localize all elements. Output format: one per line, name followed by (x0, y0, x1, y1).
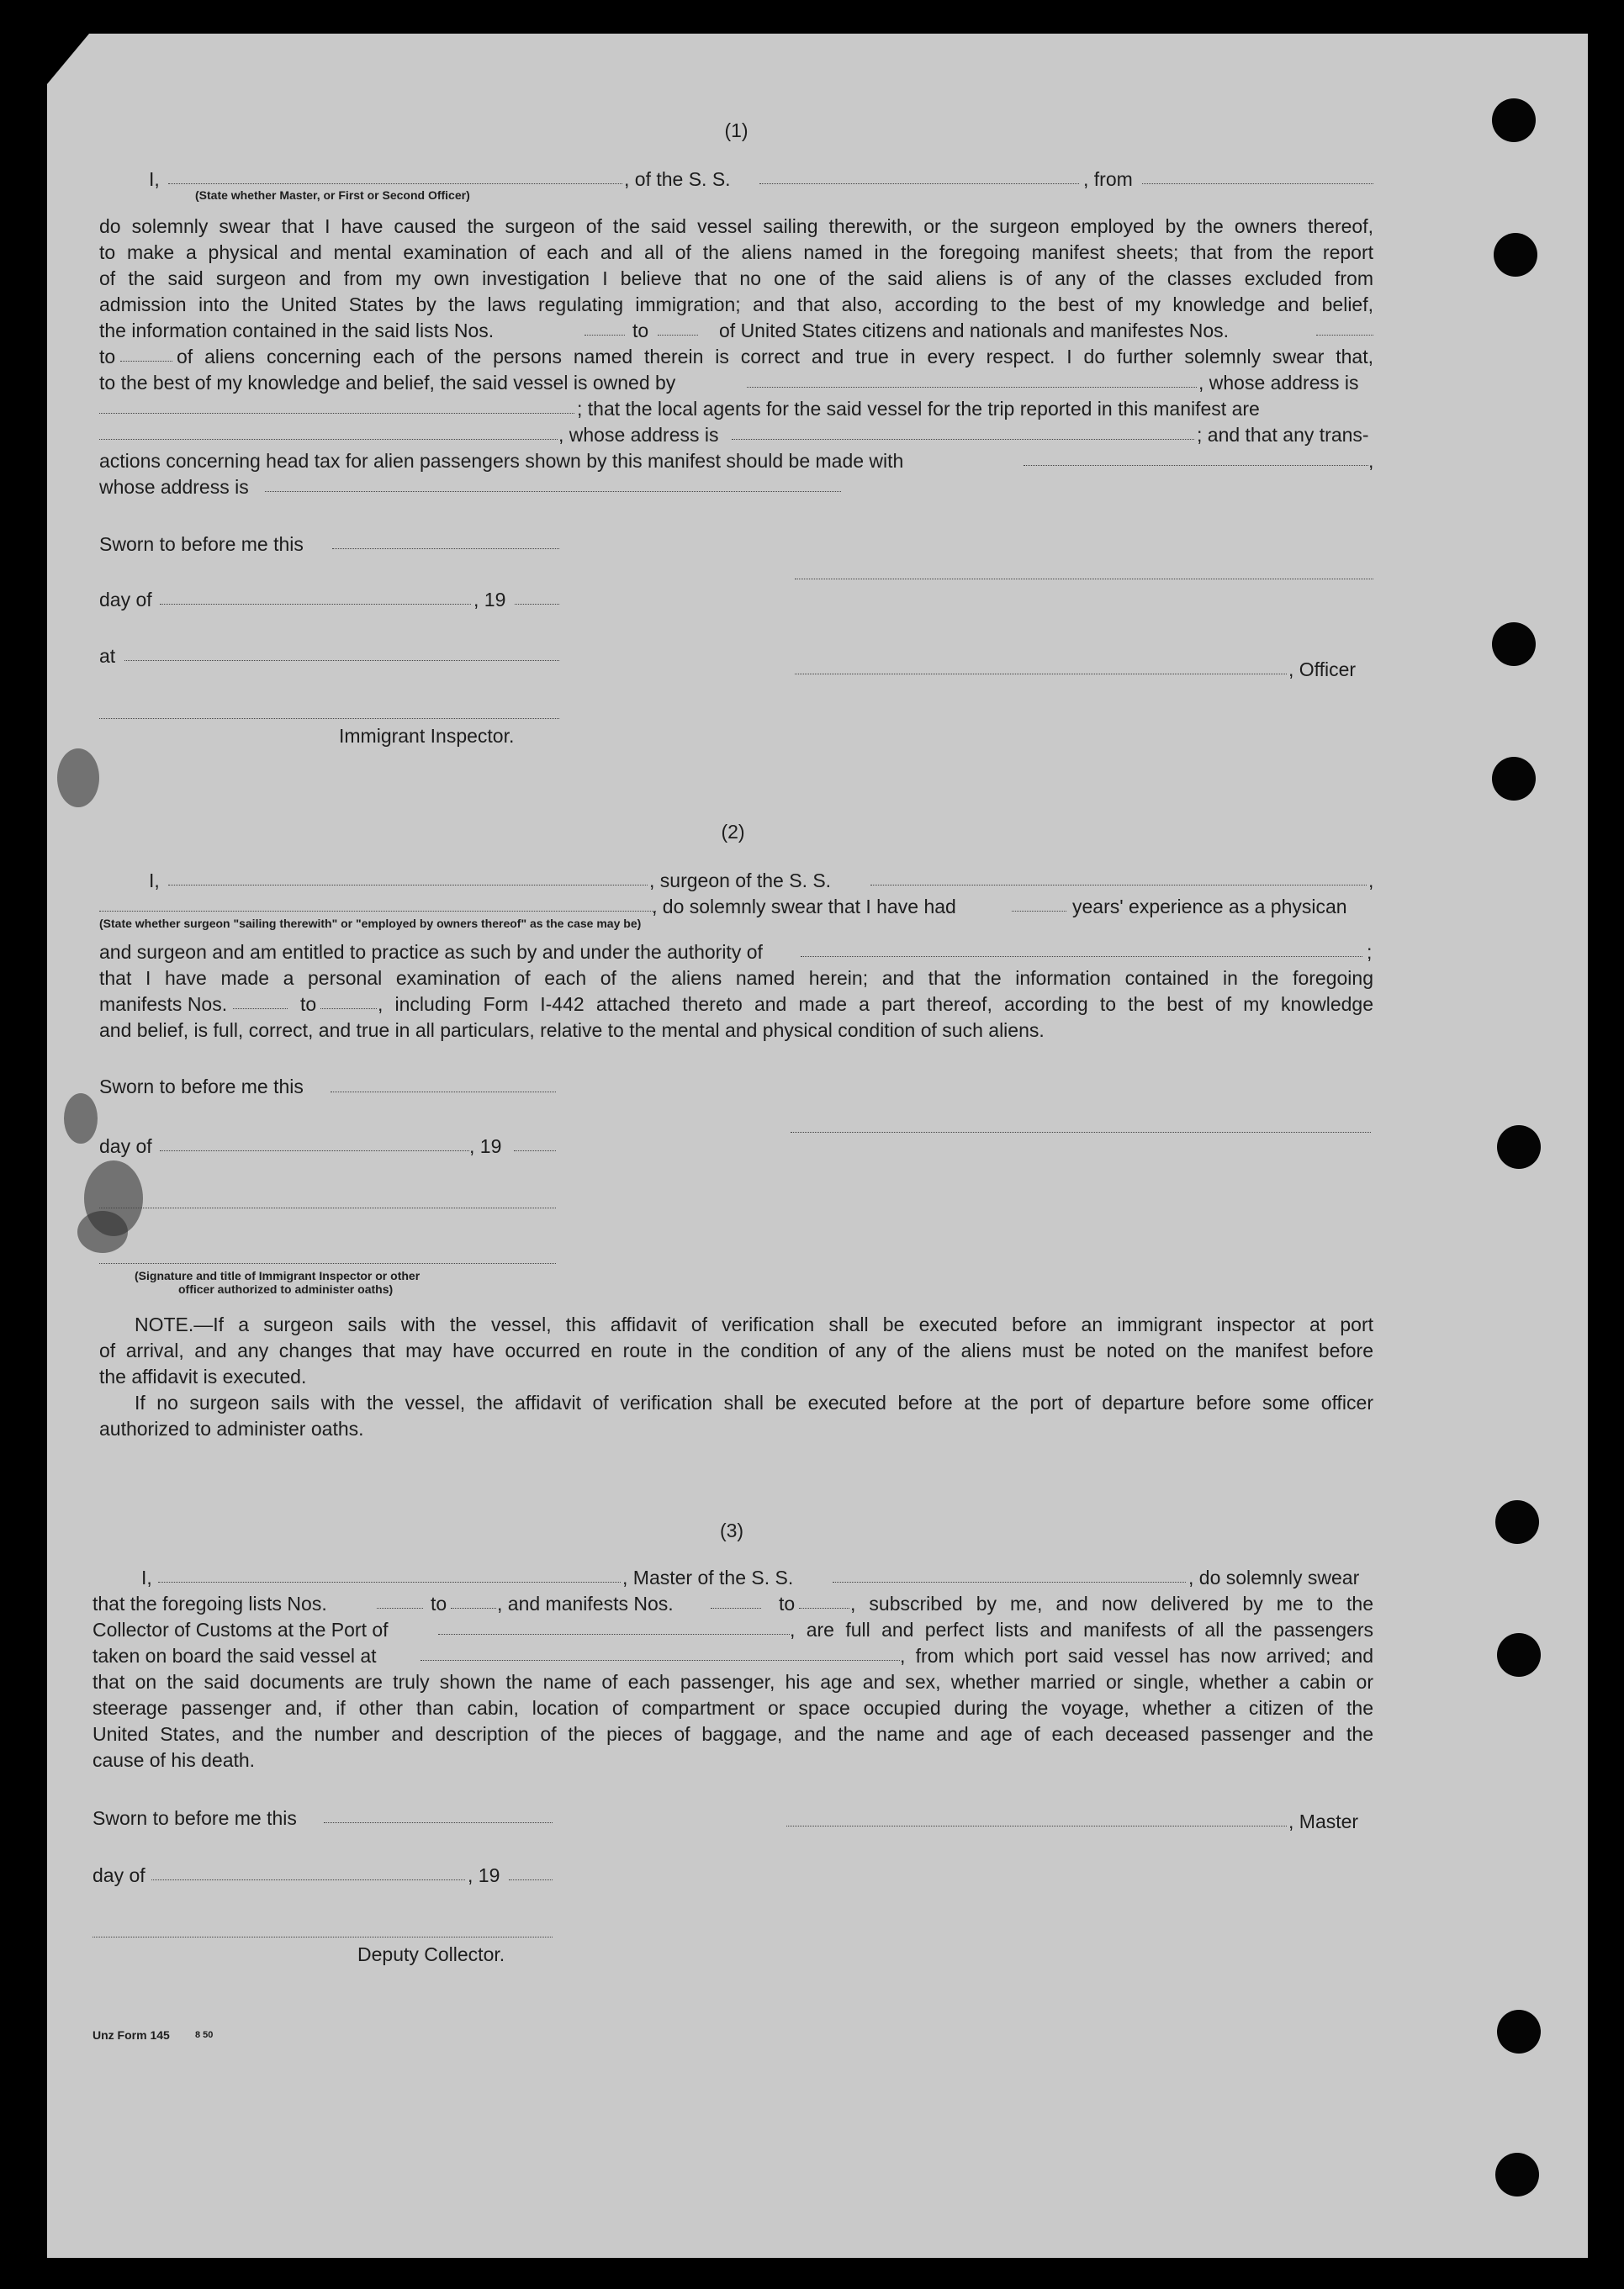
s2-manifests-a: manifests Nos. (99, 993, 228, 1015)
fill-in-line (732, 439, 1194, 440)
s3-collector: Deputy Collector. (357, 1943, 505, 1965)
fill-in-line (791, 1132, 1371, 1133)
s3-lists-c: , and manifests Nos. (497, 1593, 674, 1615)
s2-manifests-c: , including Form I-442 attached thereto and made a part thereof, according to the best of my knowledge (378, 993, 1373, 1015)
s1-lists-a: the information contained in the said lists Nos. (99, 320, 495, 341)
note-line: authorized to administer oaths. (99, 1418, 364, 1440)
s2-semicolon: ; (1367, 941, 1373, 963)
fill-in-line (158, 1582, 621, 1583)
note-line: the affidavit is executed. (99, 1366, 307, 1388)
fill-in-line (120, 361, 172, 362)
s3-nineteen: , 19 (468, 1864, 500, 1886)
ink-stain (77, 1211, 128, 1253)
s2-i: I, (149, 870, 160, 891)
s2-sig-caption: officer authorized to administer oaths) (178, 1282, 394, 1296)
s1-final: whose address is (99, 476, 249, 498)
fill-in-line (1142, 183, 1373, 184)
s3-master-of: , Master of the S. S. (622, 1567, 794, 1589)
section-3-number: (3) (719, 1520, 744, 1541)
fill-in-line (747, 387, 1197, 388)
s1-sworn: Sworn to before me this (99, 533, 304, 555)
s2-belief: and belief, is full, correct, and true in all particulars, relative to the mental and physical condition of such aliens. (99, 1019, 1045, 1041)
s2-exam: that I have made a personal examination of each of the aliens named herein; and that the information contained in the foregoing (99, 967, 1373, 989)
punch-hole (1492, 98, 1536, 142)
fill-in-line (438, 1634, 790, 1635)
fill-in-line (711, 1608, 761, 1609)
note-line: NOTE.—If a surgeon sails with the vessel, this affidavit of verification shall be executed before an immigrant inspector at port (135, 1314, 1373, 1335)
punch-hole (1492, 622, 1536, 666)
punch-hole (1492, 757, 1536, 801)
s1-actions: actions concerning head tax for alien passengers shown by this manifest should be made with (99, 450, 904, 472)
s3-i: I, (141, 1567, 152, 1589)
punch-hole (1497, 2010, 1541, 2054)
s3-swear: , do solemnly swear (1188, 1567, 1360, 1589)
s1-trans: ; and that any trans- (1197, 424, 1369, 446)
s1-inspector: Immigrant Inspector. (339, 725, 515, 747)
fill-in-line (377, 1608, 423, 1609)
s1-para-line: admission into the United States by the laws regulating immigration; and that also, according to the best of my knowledge and belief, (99, 293, 1373, 315)
s3-lists-a: that the foregoing lists Nos. (93, 1593, 327, 1615)
s3-para-line: United States, and the number and description of the pieces of baggage, and the name and age of each deceased passenger and the (93, 1723, 1373, 1745)
punch-hole (1497, 1633, 1541, 1677)
note-line: of arrival, and any changes that may have occurred en route in the condition of any of the aliens must be noted on the manifest before (99, 1340, 1373, 1361)
fill-in-line (99, 718, 559, 719)
fill-in-line (585, 335, 625, 336)
punch-hole (1497, 1125, 1541, 1169)
s2-manifests-b: to (300, 993, 317, 1015)
s1-para-line: to make a physical and mental examination of each and all of the aliens named in the foregoing manifest sheets; that from the report (99, 241, 1373, 263)
s1-i: I, (149, 168, 160, 190)
fill-in-line (799, 1608, 849, 1609)
s3-para-line: that on the said documents are truly shown the name of each passenger, his age and sex, whether married or single, whether a cabin or (93, 1671, 1373, 1693)
punch-hole (1495, 1500, 1539, 1544)
fill-in-line (151, 1879, 465, 1880)
ink-stain (57, 748, 99, 807)
s1-whose-address: , whose address is (558, 424, 719, 446)
form-code: 8 50 (195, 2030, 214, 2040)
punch-hole (1495, 2153, 1539, 2196)
s1-caption: (State whether Master, or First or Second Officer) (195, 188, 470, 202)
fill-in-line (451, 1608, 496, 1609)
s3-lists-d: to (779, 1593, 796, 1615)
fill-in-line (1024, 465, 1368, 466)
s2-surgeon-of: , surgeon of the S. S. (649, 870, 832, 891)
s3-lists-e: , subscribed by me, and now delivered by me to the (850, 1593, 1373, 1615)
fill-in-line (99, 439, 558, 440)
s2-comma: , (1368, 870, 1374, 891)
s3-board-a: taken on board the said vessel at (93, 1645, 377, 1667)
note-line: If no surgeon sails with the vessel, the affidavit of verification shall be executed before at the port of departure before some officer (135, 1392, 1373, 1414)
s1-nineteen: , 19 (473, 589, 506, 611)
s3-sworn: Sworn to before me this (93, 1807, 297, 1829)
fill-in-line (160, 604, 471, 605)
s1-owned-b: , whose address is (1198, 372, 1359, 394)
s2-swear-b: years' experience as a physican (1072, 896, 1347, 917)
fill-in-line (332, 548, 559, 549)
s1-owned-a: to the best of my knowledge and belief, the said vessel is owned by (99, 372, 676, 394)
fill-in-line (514, 1150, 556, 1151)
s2-sworn: Sworn to before me this (99, 1076, 304, 1097)
fill-in-line (160, 1150, 469, 1151)
s1-from: , from (1083, 168, 1133, 190)
s3-port-b: , are full and perfect lists and manifests of all the passengers (790, 1619, 1373, 1641)
fill-in-line (658, 335, 698, 336)
fill-in-line (168, 183, 622, 184)
fill-in-line (320, 1008, 377, 1009)
fill-in-line (99, 1263, 556, 1264)
s3-board-b: , from which port said vessel has now arrived; and (900, 1645, 1373, 1667)
fill-in-line (99, 911, 656, 912)
fill-in-line (759, 183, 1079, 184)
ink-stain (64, 1093, 98, 1144)
s2-sig-caption: (Signature and title of Immigrant Inspector or other (135, 1269, 421, 1282)
fill-in-line (833, 1582, 1186, 1583)
s1-day-of: day of (99, 589, 152, 611)
section-1-number: (1) (724, 119, 749, 141)
fill-in-line (233, 1008, 288, 1009)
fill-in-line (99, 413, 574, 414)
fill-in-line (324, 1822, 553, 1823)
s1-to-b: of aliens concerning each of the persons named therein is correct and true in every respect. I do further solemnly swear that, (177, 346, 1373, 367)
s2-nineteen: , 19 (469, 1135, 502, 1157)
s1-lists-c: of United States citizens and nationals and manifestes Nos. (719, 320, 1230, 341)
fill-in-line (801, 956, 1362, 957)
s1-comma: , (1368, 450, 1374, 472)
s1-to-a: to (99, 346, 116, 367)
fill-in-line (421, 1660, 900, 1661)
form-number: Unz Form 145 (93, 2028, 170, 2042)
s3-master: , Master (1288, 1811, 1359, 1832)
s2-authority: and surgeon and am entitled to practice as such by and under the authority of (99, 941, 763, 963)
s1-of-ss: , of the S. S. (624, 168, 731, 190)
s1-para-line: of the said surgeon and from my own investigation I believe that no one of the said aliens is of any of the classes excluded from (99, 267, 1373, 289)
s1-para-line: do solemnly swear that I have caused the surgeon of the said vessel sailing therewith, or the surgeon employed by the owners thereof, (99, 215, 1373, 237)
fill-in-line (509, 1879, 553, 1880)
s3-port-a: Collector of Customs at the Port of (93, 1619, 389, 1641)
s3-para-line: steerage passenger and, if other than cabin, location of compartment or space occupied during the voyage, whether a citizen of the (93, 1697, 1373, 1719)
s2-day-of: day of (99, 1135, 152, 1157)
fill-in-line (124, 660, 559, 661)
punch-hole (1494, 233, 1537, 277)
fill-in-line (1316, 335, 1373, 336)
s2-swear-a: , do solemnly swear that I have had (652, 896, 956, 917)
s1-at: at (99, 645, 116, 667)
s3-day-of: day of (93, 1864, 145, 1886)
s1-lists-b: to (632, 320, 649, 341)
fill-in-line (1012, 911, 1066, 912)
s1-agents: ; that the local agents for the said vessel for the trip reported in this manifest are (577, 398, 1260, 420)
s2-caption: (State whether surgeon "sailing therewith" or "employed by owners thereof" as the case may be) (99, 917, 642, 930)
fill-in-line (265, 491, 841, 492)
s3-para-line: cause of his death. (93, 1749, 256, 1771)
s1-officer: , Officer (1288, 658, 1357, 680)
s3-lists-b: to (431, 1593, 447, 1615)
section-2-number: (2) (721, 821, 745, 843)
fill-in-line (515, 604, 559, 605)
